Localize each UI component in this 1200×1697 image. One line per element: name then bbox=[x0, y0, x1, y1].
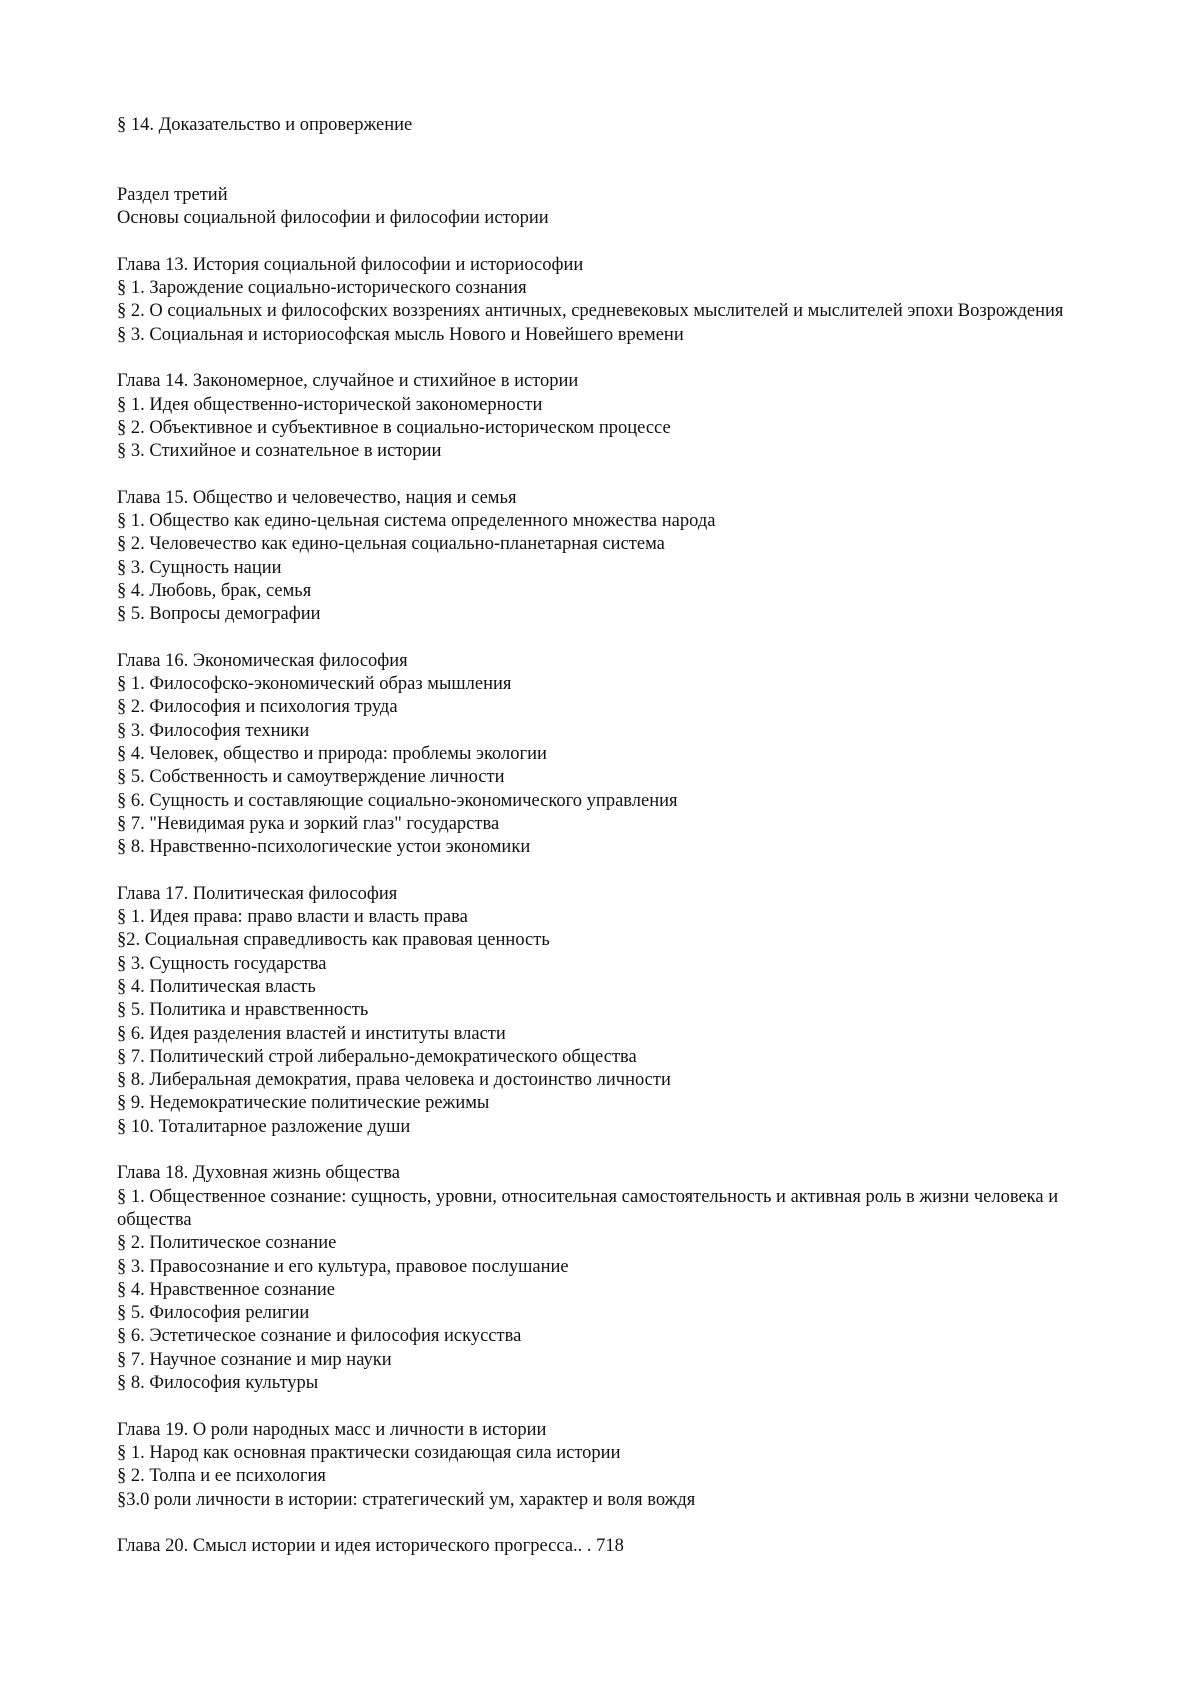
section-item: § 3. Философия техники bbox=[117, 720, 310, 741]
chapter-block bbox=[117, 1419, 1077, 1512]
section-item: § 2. Человечество как едино-цельная социально-планетарная система bbox=[117, 534, 665, 555]
section-title: Основы социальной философии и философии истории bbox=[117, 208, 549, 229]
section-item: § 5. Собственность и самоутверждение личности bbox=[117, 767, 505, 788]
spacer bbox=[117, 1512, 1077, 1535]
section-label: Раздел третий bbox=[117, 184, 228, 205]
section-item: § 8. Либеральная демократия, права человека и достоинство личности bbox=[117, 1070, 671, 1091]
chapter-block bbox=[117, 254, 1077, 347]
section-item: § 6. Идея разделения властей и институты власти bbox=[117, 1023, 506, 1044]
section-item: § 2. Политическое сознание bbox=[117, 1233, 337, 1254]
spacer bbox=[117, 627, 1077, 650]
section-item: § 6. Сущность и составляющие социально-экономического управления bbox=[117, 790, 678, 811]
section-item: § 5. Философия религии bbox=[117, 1303, 310, 1324]
chapter-block bbox=[117, 650, 1077, 860]
section-item: § 1. Зарождение социально-исторического сознания bbox=[117, 278, 527, 299]
section-item: § 1. Общественное сознание: сущность, уровни, относительная самостоятельность и активная роль в жизни человека и общества bbox=[117, 1186, 1059, 1230]
section-item: § 5. Политика и нравственность bbox=[117, 1000, 369, 1021]
document-page bbox=[117, 114, 1077, 1558]
chapter-title: Глава 18. Духовная жизнь общества bbox=[117, 1163, 401, 1184]
section-item: § 1. Философско-экономический образ мышления bbox=[117, 674, 512, 695]
section-item: § 2. О социальных и философских воззрениях античных, средневековых мыслителей и мыслителей эпохи Возрождения bbox=[117, 301, 1064, 322]
chapter-block bbox=[117, 1162, 1077, 1395]
section-item: § 1. Народ как основная практически созидающая сила истории bbox=[117, 1442, 621, 1463]
section-item: § 4. Политическая власть bbox=[117, 976, 316, 997]
section-item: § 7. "Невидимая рука и зоркий глаз" государства bbox=[117, 813, 500, 834]
section-item: § 9. Недемократические политические режимы bbox=[117, 1093, 490, 1114]
spacer bbox=[117, 1395, 1077, 1418]
section-item: § 3. Сущность государства bbox=[117, 953, 327, 974]
chapter-block bbox=[117, 487, 1077, 627]
section-item: § 3. Социальная и историософская мысль Нового и Новейшего времени bbox=[117, 324, 684, 345]
section-item: § 7. Политический строй либерально-демократического общества bbox=[117, 1046, 637, 1067]
chapter-title: Глава 13. История социальной философии и историософии bbox=[117, 254, 584, 275]
chapter-title: Глава 20. Смысл истории и идея исторического прогресса.. . 718 bbox=[117, 1536, 624, 1557]
section-item: § 5. Вопросы демографии bbox=[117, 604, 321, 625]
chapter-block bbox=[117, 370, 1077, 463]
spacer bbox=[117, 137, 1077, 184]
section-item: §3.0 роли личности в истории: стратегический ум, характер и воля вождя bbox=[117, 1489, 696, 1510]
section-item: § 3. Сущность нации bbox=[117, 557, 282, 578]
chapter-block bbox=[117, 883, 1077, 1139]
section-item: § 4. Нравственное сознание bbox=[117, 1279, 335, 1300]
section-item: § 8. Нравственно-психологические устои экономики bbox=[117, 837, 531, 858]
spacer bbox=[117, 860, 1077, 883]
chapter-title: Глава 15. Общество и человечество, нация и семья bbox=[117, 487, 517, 508]
section-item: § 1. Идея общественно-исторической закономерности bbox=[117, 394, 543, 415]
section-item: § 2. Философия и психология труда bbox=[117, 697, 398, 718]
section-item: § 2. Объективное и субъективное в социально-историческом процессе bbox=[117, 417, 671, 438]
spacer bbox=[117, 230, 1077, 253]
chapter-title: Глава 14. Закономерное, случайное и стихийное в истории bbox=[117, 371, 579, 392]
spacer bbox=[117, 463, 1077, 486]
section-item: § 10. Тоталитарное разложение души bbox=[117, 1116, 411, 1137]
chapter-title: Глава 16. Экономическая философия bbox=[117, 650, 408, 671]
section-item: § 4. Человек, общество и природа: проблемы экологии bbox=[117, 744, 547, 765]
section-item: § 3. Правосознание и его культура, правовое послушание bbox=[117, 1256, 569, 1277]
section-item: § 3. Стихийное и сознательное в истории bbox=[117, 441, 442, 462]
section-item: § 6. Эстетическое сознание и философия искусства bbox=[117, 1326, 522, 1347]
section-item: § 7. Научное сознание и мир науки bbox=[117, 1349, 392, 1370]
spacer bbox=[117, 347, 1077, 370]
section-item: §2. Социальная справедливость как правовая ценность bbox=[117, 930, 550, 951]
chapter-list bbox=[117, 254, 1077, 1559]
chapter-block bbox=[117, 1535, 1077, 1558]
chapter-title: Глава 19. О роли народных масс и личности в истории bbox=[117, 1419, 547, 1440]
section-item: § 8. Философия культуры bbox=[117, 1373, 319, 1394]
spacer bbox=[117, 1139, 1077, 1162]
section-item: § 14. Доказательство и опровержение bbox=[117, 115, 413, 135]
section-item: § 1. Идея права: право власти и власть права bbox=[117, 907, 468, 928]
chapter-title: Глава 17. Политическая философия bbox=[117, 883, 398, 904]
section-item: § 2. Толпа и ее психология bbox=[117, 1466, 326, 1487]
section-item: § 1. Общество как едино-цельная система определенного множества народа bbox=[117, 511, 716, 532]
section-item: § 4. Любовь, брак, семья bbox=[117, 580, 312, 601]
